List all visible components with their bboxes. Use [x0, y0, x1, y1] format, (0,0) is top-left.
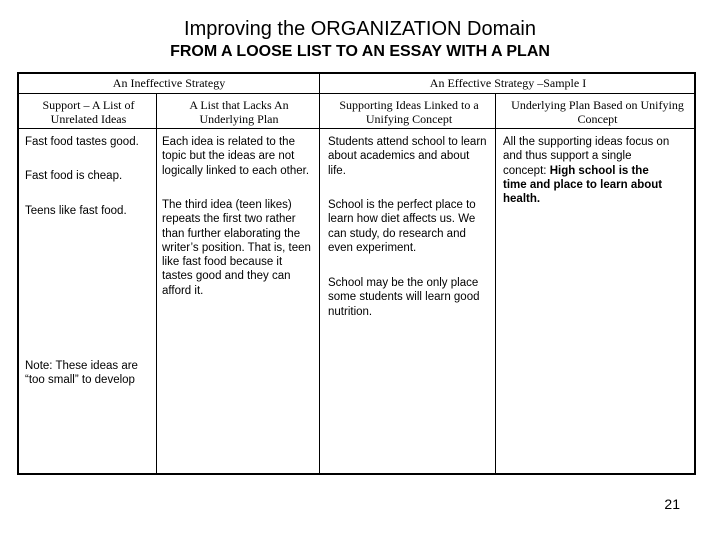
column-divider-line	[156, 94, 157, 473]
unifying-concept-text	[503, 135, 675, 206]
group-header-effective: An Effective Strategy –Sample I	[429, 76, 587, 90]
column-header-underlying-plan: Underlying Plan Based on Unifying Concept	[511, 98, 684, 126]
column-header-unrelated-ideas: Support – A List of Unrelated Ideas	[42, 98, 135, 126]
concept-statement: High school is the time and place to learn about health.	[503, 164, 663, 206]
list-item: The third idea (teen likes) repeats the first two rather than further elaborating the writer’s position. That is, teen like fast food because it tastes good and they can afford it.	[162, 199, 311, 297]
concept-lead-text: All the supporting ideas focus on and thus support a single concept:	[503, 136, 670, 177]
list-item: Students attend school to learn about academics and about life.	[328, 136, 487, 177]
page-title: Improving the ORGANIZATION Domain	[184, 18, 536, 40]
list-item: Fast food tastes good.	[25, 136, 139, 148]
column-header-lacks-plan: A List that Lacks An Underlying Plan	[189, 98, 289, 126]
note-text: Note: These ideas are “too small” to develop	[25, 360, 138, 387]
list-item: Each idea is related to the topic but the ideas are not logically linked to each other.	[162, 136, 310, 177]
list-item: School may be the only place some students will learn good nutrition.	[328, 277, 480, 318]
column-header-rule	[19, 128, 694, 129]
list-item: School is the perfect place to learn how diet affects us. We can study, do research and even experiment.	[328, 199, 476, 254]
column-divider-line	[495, 94, 496, 473]
column-header-linked-ideas: Supporting Ideas Linked to a Unifying Concept	[339, 98, 479, 126]
list-item: Teens like fast food.	[25, 205, 127, 217]
page-subtitle: FROM A LOOSE LIST TO AN ESSAY WITH A PLAN	[170, 43, 550, 60]
page-number: 21	[664, 496, 680, 512]
group-header-ineffective: An Ineffective Strategy	[112, 76, 226, 90]
list-item: Fast food is cheap.	[25, 170, 123, 182]
group-divider-line	[319, 74, 320, 473]
group-header-rule	[19, 93, 694, 94]
strategy-table	[17, 72, 696, 475]
